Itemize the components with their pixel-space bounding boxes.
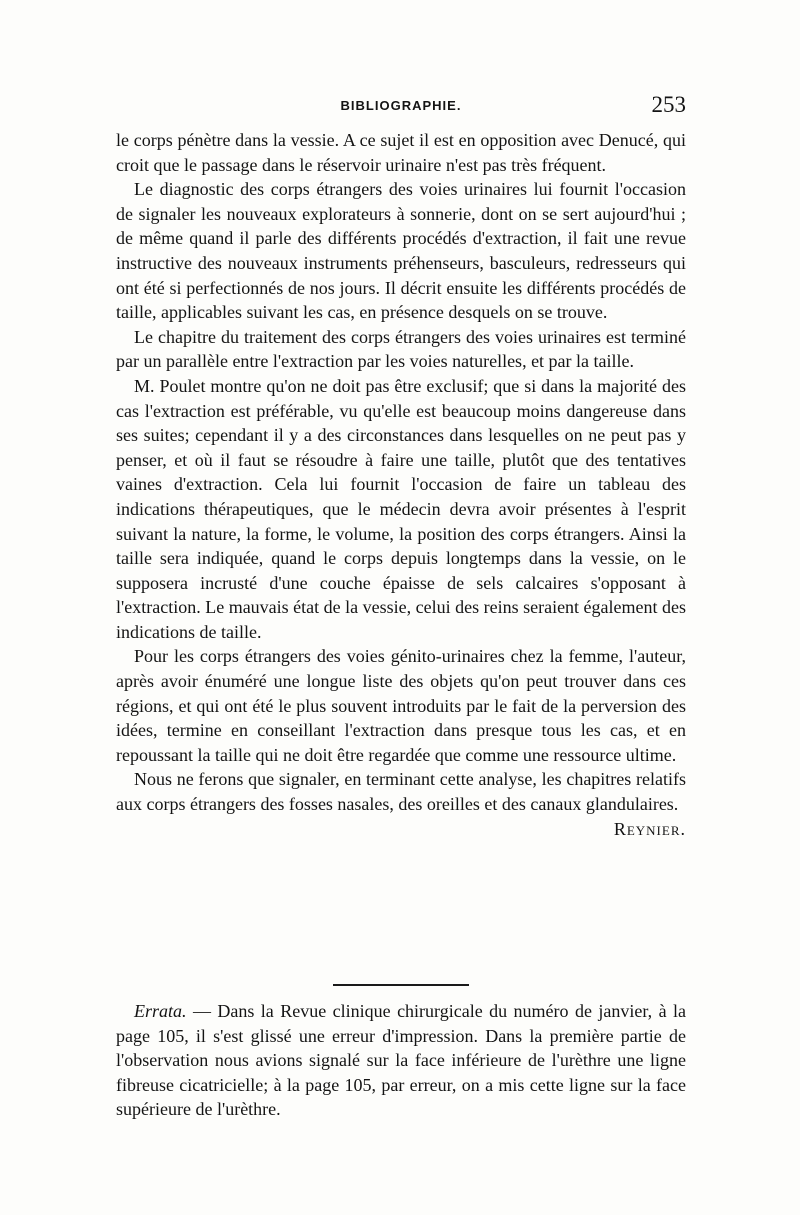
paragraph-5: Pour les corps étrangers des voies génito-urinaires chez la femme, l'auteur, après avoir énuméré une longue liste des objets qu'on peut trouver dans ces régions, et qui ont été le plus souvent introduits par le fait de la perversion des idées, termine en conseillant l'extraction dans presque tous les cas, et en repoussant la taille qui ne doit être regardée que comme une ressource ultime.: [116, 646, 686, 765]
errata-label: Errata.: [134, 1001, 187, 1021]
errata-paragraph: [116, 999, 686, 1122]
page-number: 253: [651, 92, 686, 117]
errata-text: — Dans la Revue clinique chirurgicale du numéro de janvier, à la page 105, il s'est glissé une erreur d'impression. Dans la première partie de l'observation nous avions signalé sur la face inférieure de l'urèthre une ligne fibreuse cicatricielle; à la page 105, par erreur, on a mis cette ligne sur la face supérieure de l'urèthre.: [116, 1001, 686, 1120]
author-signature: Reynier.: [613, 818, 686, 839]
paragraph-3: Le chapitre du traitement des corps étrangers des voies urinaires est terminé par un parallèle entre l'extraction par les voies naturelles, et par la taille.: [116, 326, 686, 372]
errata-note: [116, 999, 686, 1122]
paragraph-1: le corps pénètre dans la vessie. A ce sujet il est en opposition avec Denucé, qui croit que le passage dans le réservoir urinaire n'est pas très fréquent.: [116, 130, 686, 175]
paragraph-2: Le diagnostic des corps étrangers des voies urinaires lui fournit l'occasion de signaler les nouveaux explorateurs à sonnerie, dont on se sert aujourd'hui ; de même quand il parle des différents procédés d'extraction, il fait une revue instructive des nouveaux instruments préhenseurs, basculeurs, redresseurs qui ont été si perfectionnés de nos jours. Il décrit ensuite les différents procédés de taille, applicables suivant les cas, en présence desquels on se trouve.: [116, 179, 686, 323]
section-divider: [333, 984, 469, 986]
paragraph-6: [116, 767, 686, 839]
running-header: [116, 92, 686, 118]
main-text: [116, 128, 686, 841]
paragraph-6-text: Nous ne ferons que signaler, en terminant cette analyse, les chapitres relatifs aux corps étrangers des fosses nasales, des oreilles et des canaux glandulaires.: [116, 769, 686, 815]
paragraph-4: M. Poulet montre qu'on ne doit pas être exclusif; que si dans la majorité des cas l'extraction est préférable, vu qu'elle est beaucoup moins dangereuse dans ses suites; cependant il y a des circonstances dans lesquelles on ne peut pas y penser, et où il faut se résoudre à faire une taille, plutôt que des tentatives vaines d'extraction. Cela lui fournit l'occasion de faire un tableau des indications thérapeutiques, que le médecin devra avoir présentes à l'esprit suivant la nature, la forme, le volume, la position des corps étrangers. Ainsi la taille sera indiquée, quand le corps depuis longtemps dans la vessie, on le supposera incrusté d'une couche épaisse de sels calcaires s'opposant à l'extraction. Le mauvais état de la vessie, celui des reins seraient également des indications de taille.: [116, 375, 687, 642]
running-title: BIBLIOGRAPHIE.: [340, 98, 462, 113]
